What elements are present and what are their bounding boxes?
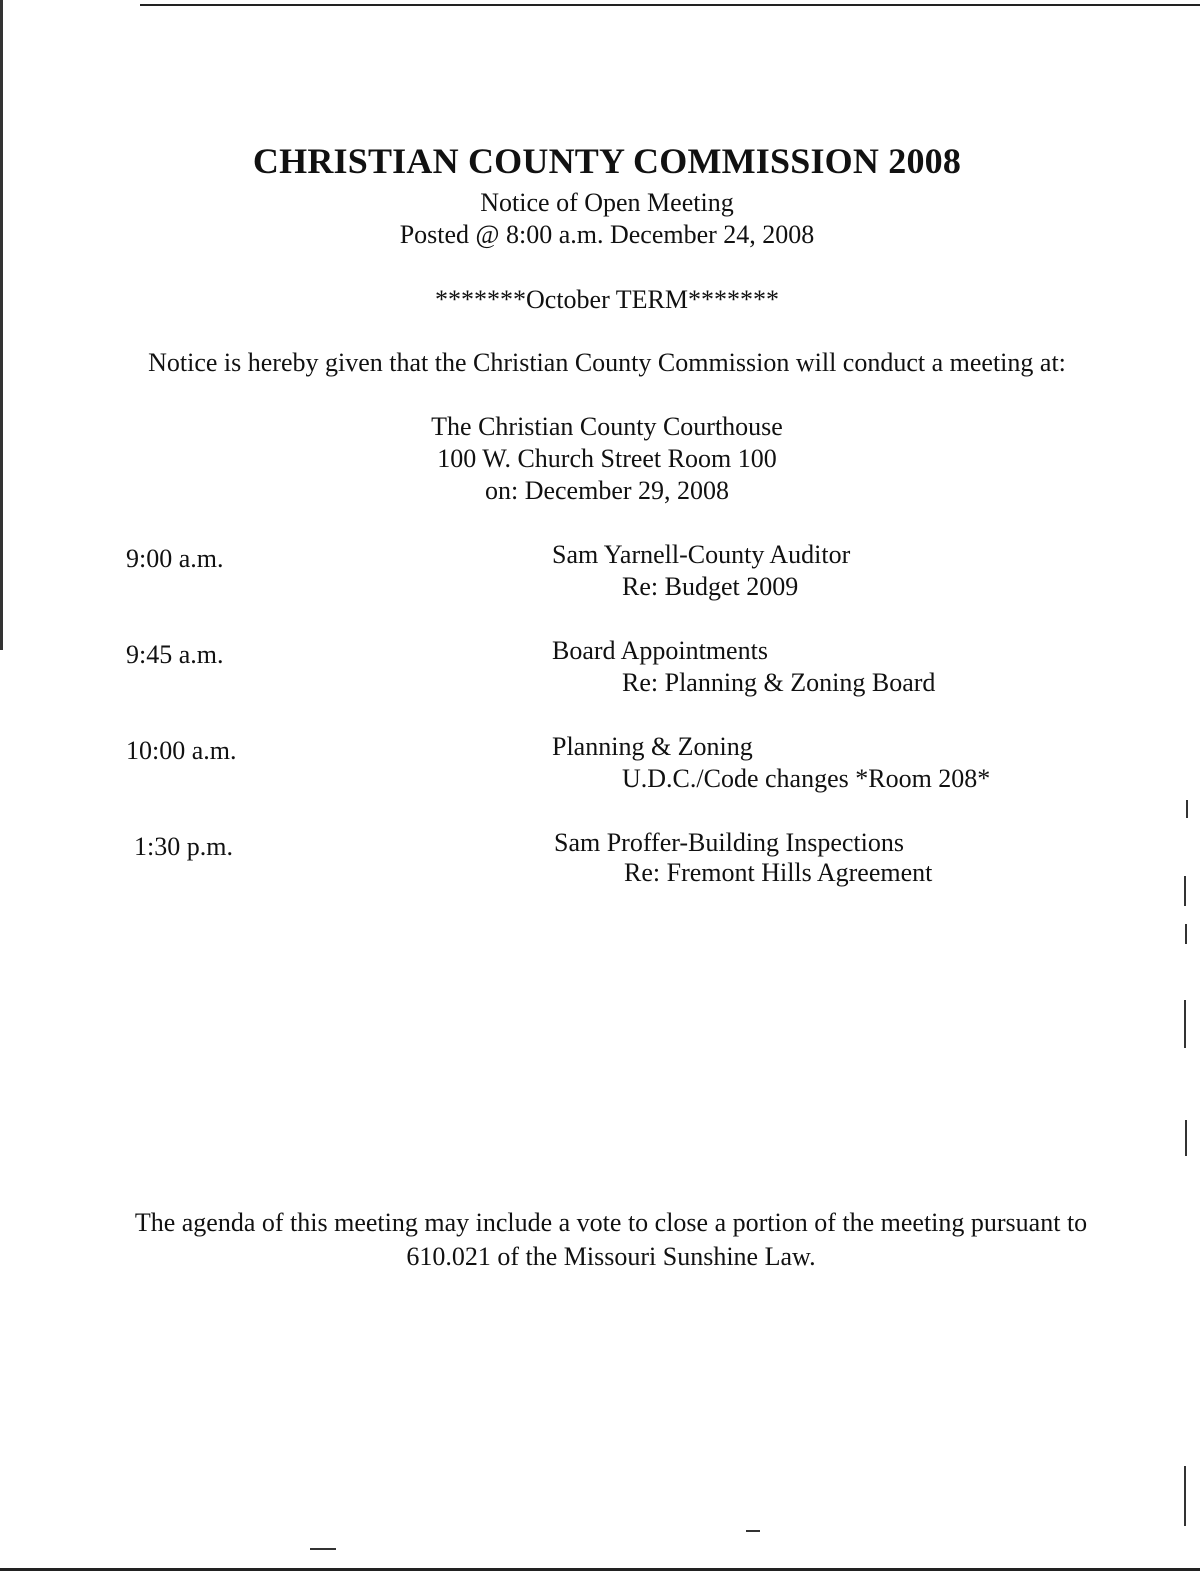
meeting-date: on: December 29, 2008 [484,476,730,505]
document-title: CHRISTIAN COUNTY COMMISSION 2008 [252,141,962,181]
agenda-title: Planning & Zoning [552,732,753,761]
agenda-detail: U.D.C./Code changes *Room 208* [622,764,991,793]
scan-artifact-bottom-line [0,1568,1200,1571]
scan-artifact-mark [1185,924,1187,944]
scan-artifact-mark [746,1530,760,1532]
agenda-title: Sam Yarnell-County Auditor [552,540,851,569]
scan-artifact-left-line [0,0,3,650]
footer-line-1: The agenda of this meeting may include a vote to close a portion of the meeting pursuant to [134,1208,1088,1237]
location-building: The Christian County Courthouse [431,412,783,441]
agenda-title: Sam Proffer-Building Inspections [554,828,904,857]
agenda-time: 1:30 p.m. [134,832,233,861]
location-address: 100 W. Church Street Room 100 [437,444,777,473]
agenda-time: 10:00 a.m. [126,736,237,765]
scan-artifact-mark [1186,800,1188,818]
agenda-detail: Re: Planning & Zoning Board [622,668,936,697]
scan-artifact-mark [1184,876,1186,906]
document-subtitle: Notice of Open Meeting [480,188,734,217]
scan-artifact-mark [1185,1120,1187,1156]
scan-artifact-top-line [140,4,1200,6]
term-line: *******October TERM******* [435,285,779,314]
agenda-detail: Re: Fremont Hills Agreement [624,858,933,887]
scan-artifact-mark [1184,1000,1186,1048]
agenda-detail: Re: Budget 2009 [622,572,799,601]
agenda-time: 9:45 a.m. [126,640,224,669]
notice-text: Notice is hereby given that the Christian County Commission will conduct a meeting at: [148,348,1066,377]
sunshine-law-notice [0,1206,1200,1274]
agenda-time: 9:00 a.m. [126,544,224,573]
scan-artifact-mark [310,1548,336,1550]
scan-artifact-mark [1184,1466,1186,1526]
posted-date: Posted @ 8:00 a.m. December 24, 2008 [399,220,815,249]
agenda-title: Board Appointments [552,636,768,665]
footer-line-2: 610.021 of the Missouri Sunshine Law. [406,1242,816,1271]
